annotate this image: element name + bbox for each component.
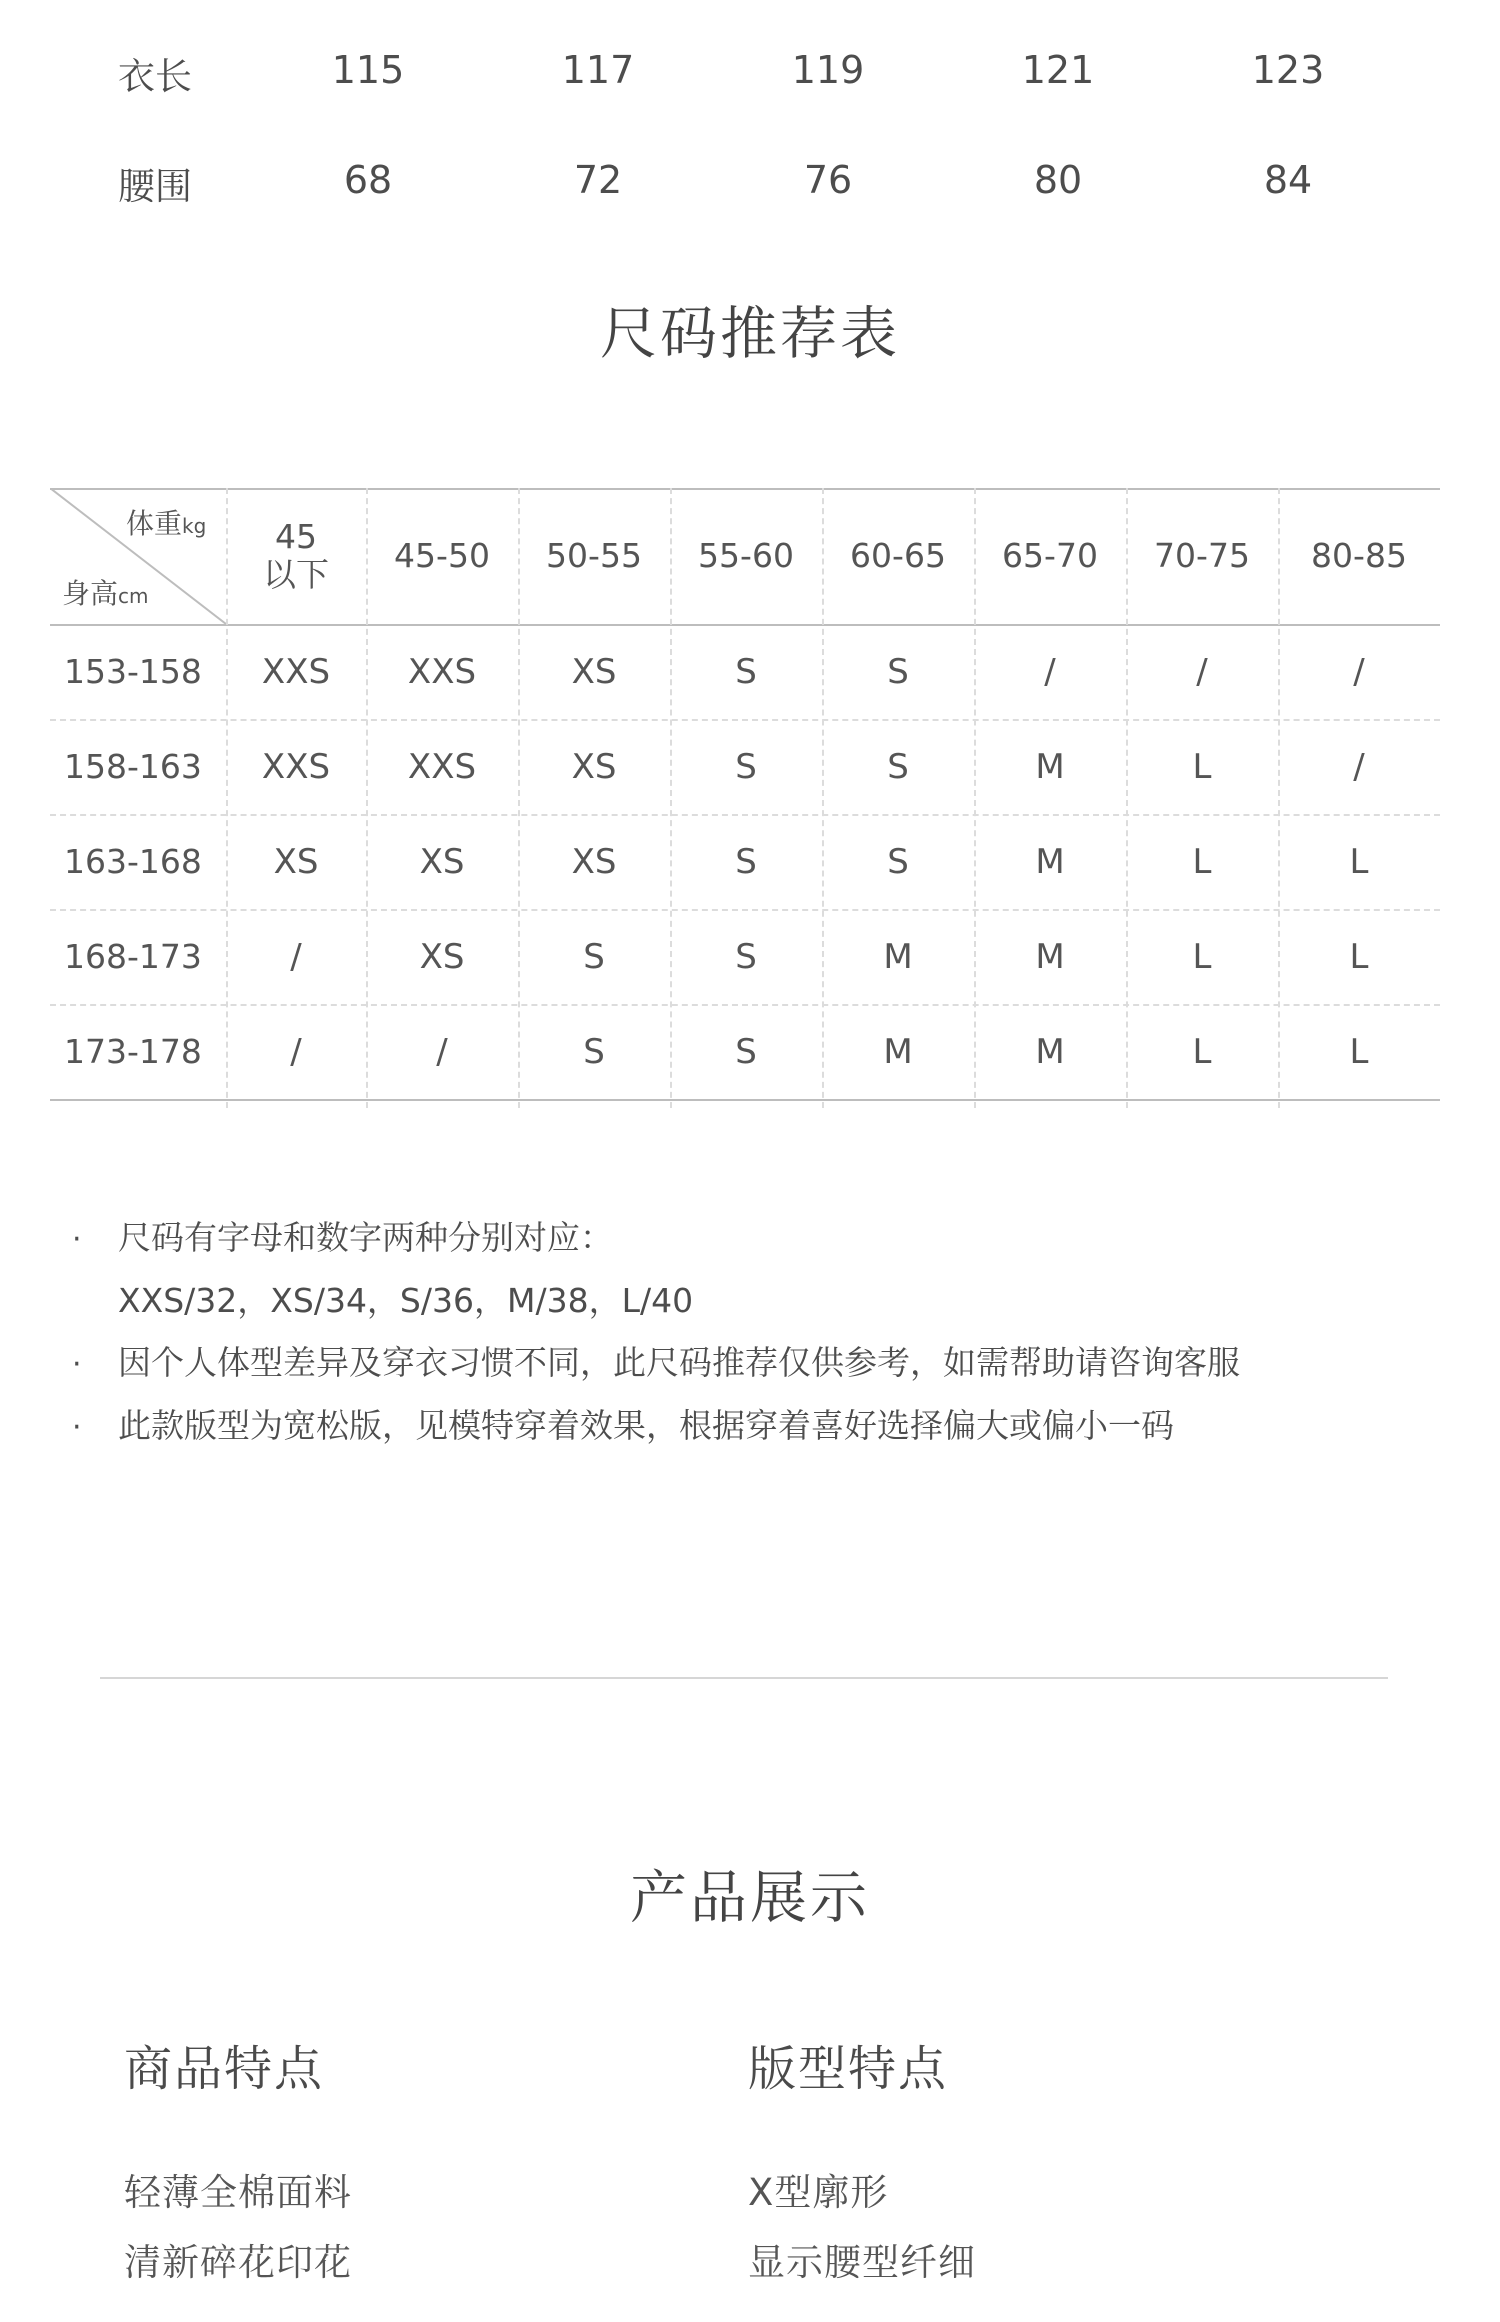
size-cell: XXS [407,746,477,787]
height-unit: cm [118,584,149,608]
measure-label: 腰围 [118,165,192,208]
measure-row-length [0,34,1500,104]
note-text: 此款版型为宽松版，见模特穿着效果，根据穿着喜好选择偏大或偏小一码 [118,1406,1174,1445]
weight-range: 60-65 [850,536,946,575]
size-cell: XXS [261,651,331,692]
size-cell: M [1035,841,1065,882]
section-divider [100,1677,1388,1679]
measure-value: 68 [343,158,393,202]
measure-value: 115 [331,48,405,92]
height-row-header: 163-168 [64,842,202,881]
measure-label: 衣长 [118,55,192,98]
measure-value: 119 [791,48,865,92]
size-cell: S [735,1031,757,1072]
size-cell: S [887,746,909,787]
height-row-header: 158-163 [64,747,202,786]
size-cell: S [583,936,605,977]
weight-column-header [822,488,974,624]
size-cell: M [883,1031,913,1072]
size-cell: M [1035,746,1065,787]
weight-column-header [226,488,366,624]
size-cell: XXS [407,651,477,692]
height-row-header: 153-158 [64,652,202,691]
size-cell: L [1349,936,1369,977]
size-cell: L [1349,841,1369,882]
note-text: 尺码有字母和数字两种分别对应： [118,1218,613,1257]
weight-range: 45-50 [394,536,490,575]
height-row-header: 168-173 [64,937,202,976]
size-cell: S [735,841,757,882]
bullet: · [72,1410,82,1445]
size-cell: L [1192,746,1212,787]
size-cell: XS [273,841,319,882]
note-text: 因个人体型差异及穿衣习惯不同，此尺码推荐仅供参考，如需帮助请咨询客服 [118,1343,1240,1382]
weight-range: 80-85 [1311,536,1407,575]
size-cell: / [290,1031,302,1072]
measure-value: 117 [561,48,635,92]
size-cell: S [735,651,757,692]
size-cell: L [1192,1031,1212,1072]
size-cell: XS [571,746,617,787]
height-row-header: 173-178 [64,1032,202,1071]
size-cell: / [1353,746,1365,787]
fit-title: 版型特点 [748,2041,949,2097]
note-size-mapping-values: XXS/32，XS/34，S/36，M/38，L/40 [118,1281,694,1320]
measure-value: 72 [573,158,623,202]
measure-value: 123 [1251,48,1325,92]
height-axis-label [62,572,149,612]
size-table-title: 尺码推荐表 [600,301,900,367]
size-cell: XS [571,841,617,882]
size-cell: S [887,651,909,692]
features-title: 商品特点 [124,2041,325,2097]
measure-value: 76 [803,158,853,202]
feature-item: 清新碎花印花 [124,2241,352,2284]
weight-column-header [366,488,518,624]
weight-column-header [518,488,670,624]
weight-column-header [1126,488,1278,624]
size-cell: / [436,1031,448,1072]
weight-column-header [1278,488,1440,624]
size-cell: S [887,841,909,882]
measure-value: 84 [1263,158,1313,202]
size-cell: XS [571,651,617,692]
weight-label: 体重 [126,507,183,540]
weight-column-header [974,488,1126,624]
weight-range-suffix: 以下 [263,555,329,594]
fit-item: X型廓形 [748,2171,889,2214]
size-cell: / [1196,651,1208,692]
size-cell: L [1192,841,1212,882]
size-cell: L [1192,936,1212,977]
weight-range: 45 [275,517,317,556]
bullet: · [72,1347,82,1382]
size-cell: / [1044,651,1056,692]
measure-row-waist [0,144,1500,214]
note-reference [72,1337,1240,1384]
weight-range: 70-75 [1154,536,1250,575]
size-cell: M [1035,1031,1065,1072]
size-cell: XS [419,936,465,977]
note-fit [72,1400,1174,1447]
table-row-divider [50,1099,1440,1101]
size-recommendation-table [50,488,1440,1108]
feature-item: 轻薄全棉面料 [124,2171,352,2214]
size-cell: M [1035,936,1065,977]
weight-column-header [670,488,822,624]
size-cell: S [735,746,757,787]
size-cell: / [1353,651,1365,692]
size-cell: XS [419,841,465,882]
weight-range: 65-70 [1002,536,1098,575]
size-cell: S [583,1031,605,1072]
weight-range: 55-60 [698,536,794,575]
bullet: · [72,1222,82,1257]
size-cell: L [1349,1031,1369,1072]
measure-value: 80 [1033,158,1083,202]
weight-range: 50-55 [546,536,642,575]
note-size-mapping [72,1212,613,1259]
size-cell: M [883,936,913,977]
size-cell: / [290,936,302,977]
fit-item: 显示腰型纤细 [748,2241,976,2284]
size-cell: XXS [261,746,331,787]
height-label: 身高 [62,577,119,610]
size-cell: S [735,936,757,977]
weight-unit: kg [182,514,207,538]
weight-axis-label [126,502,206,542]
measure-value: 121 [1021,48,1095,92]
product-title: 产品展示 [630,1865,870,1931]
